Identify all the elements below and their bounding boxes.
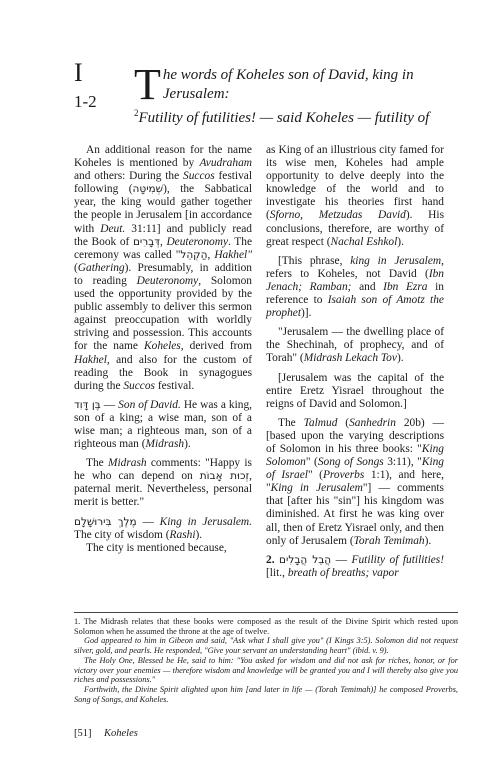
commentary-paragraph: [This phrase, king in Jerusalem, refers to Koheles, not David (Ibn Jenach; Ramban; and Ibn Ezra in reference to Isaiah son of Amotz the prophet)].: [266, 254, 444, 320]
footnote-paragraph: Forthwith, the Divine Spirit alighted upon him [and later in life — (Torah Temimah)] he composed Proverbs, Song of Songs, and Koheles.: [74, 684, 458, 704]
chapter-number: I: [74, 58, 83, 87]
verse-number: 2: [134, 108, 139, 118]
drop-cap: T: [134, 60, 161, 109]
commentary-right-column: [266, 144, 444, 586]
commentary-paragraph: The city is mentioned because,: [86, 541, 227, 554]
verse-1: The words of Koheles son of David, king in Jerusalem:: [134, 60, 414, 109]
commentary-paragraph: [Jerusalem was the capital of the entire Eretz Yisrael throughout the reigns of David and Solomon.]: [266, 371, 444, 410]
verse-text: [134, 60, 456, 128]
verse-2: $^2$Futility of futilities! — said Koheles — futility of: [134, 108, 430, 126]
commentary-paragraph: "Jerusalem — the dwelling place of the Shechinah, of prophecy, and of Torah" (Midrash Lekach Tov).: [266, 326, 444, 365]
footnote-paragraph: 1. The Midrash relates that these books were composed as the result of the Divine Spirit which rested upon Solomon when he assumed the throne at the age of twelve.: [74, 617, 458, 636]
commentary-paragraph: מֶלֶךְ בִּירוּשָׁלָם — King in Jerusalem. The city of wisdom (Rashi).: [74, 515, 252, 541]
footnote-divider: [74, 612, 458, 613]
footnote-paragraph: God appeared to him in Gibeon and said, "Ask what I shall give you" (I Kings 3:5). Solomon did not request silver, gold, and pearls. He responded, "Give your servant an understanding heart" (ibid. v. 9).: [74, 636, 458, 656]
commentary-left-column: [74, 144, 252, 561]
commentary-paragraph: The Midrash comments: "Happy is he who can depend on זְכוּת אָבוֹת, paternal merit. Nevertheless, personal merit is better.": [74, 457, 252, 509]
commentary-paragraph: as King of an illustrious city famed for its wise men, Koheles had ample opportunity to delve deeply into the knowledge of the world and to investigate his theories first hand (Sforno, Metzudas David). His conclusions, therefore, are worthy of great respect (Nachal Eshkol).: [266, 144, 445, 248]
running-title: Koheles: [104, 728, 138, 739]
commentary-paragraph: The Talmud (Sanhedrin 20b) — [based upon the varying descriptions of Solomon in his three books: "King Solomon" (Song of Songs 3:11), "King of Israel" (Proverbs 1:1), and here, "King in Jerusalem"] — comments that [after his "sin"] his kingdom was diminished. At first he was king over all, then of Eretz Yisrael only, and then only of Jerusalem (Torah Temimah).: [266, 416, 444, 547]
verse-range: 1-2: [74, 92, 97, 111]
commentary-paragraph: 2. הֲבֵל הֲבָלִים — Futility of futilities! [lit., breath of breaths; vapor: [266, 553, 445, 579]
commentary-paragraph: An additional reason for the name Koheles is mentioned by Avudraham and others: During the Succos festival following (שְׁמִיטָּה), the Sabbatical year, the king would gather together the people in Jerusalem [in accordance with Deut. 31:11] and publicly read the Book of דְּבָרִים, Deuteronomy. The ceremony was called "הַקְהֵל, Hakhel" (Gathering). Presumably, in addition to reading Deuteronomy, Solomon used the opportunity provided by the public assembly to deliver this sermon against preoccupation with worldly striving and possession. This accounts for the name Koheles, derived from Hakhel, and also for the custom of reading the Book in synagogues during the Succos festival.: [74, 144, 253, 392]
footnote: [74, 617, 458, 704]
commentary-paragraph: בֶּן דָּוִד — Son of David. He was a king, son of a king; a wise man, son of a wise man; a righteous man, son of a righteous man (Midrash).: [74, 398, 253, 451]
footnote-paragraph: The Holy One, Blessed be He, said to him: "You asked for wisdom and did not ask for riches, honor, or for victory over your enemies — therefore wisdom and knowledge will be granted you and I will thereby also give you riches and possessions.": [74, 655, 458, 685]
page-number: [51]: [74, 728, 92, 739]
